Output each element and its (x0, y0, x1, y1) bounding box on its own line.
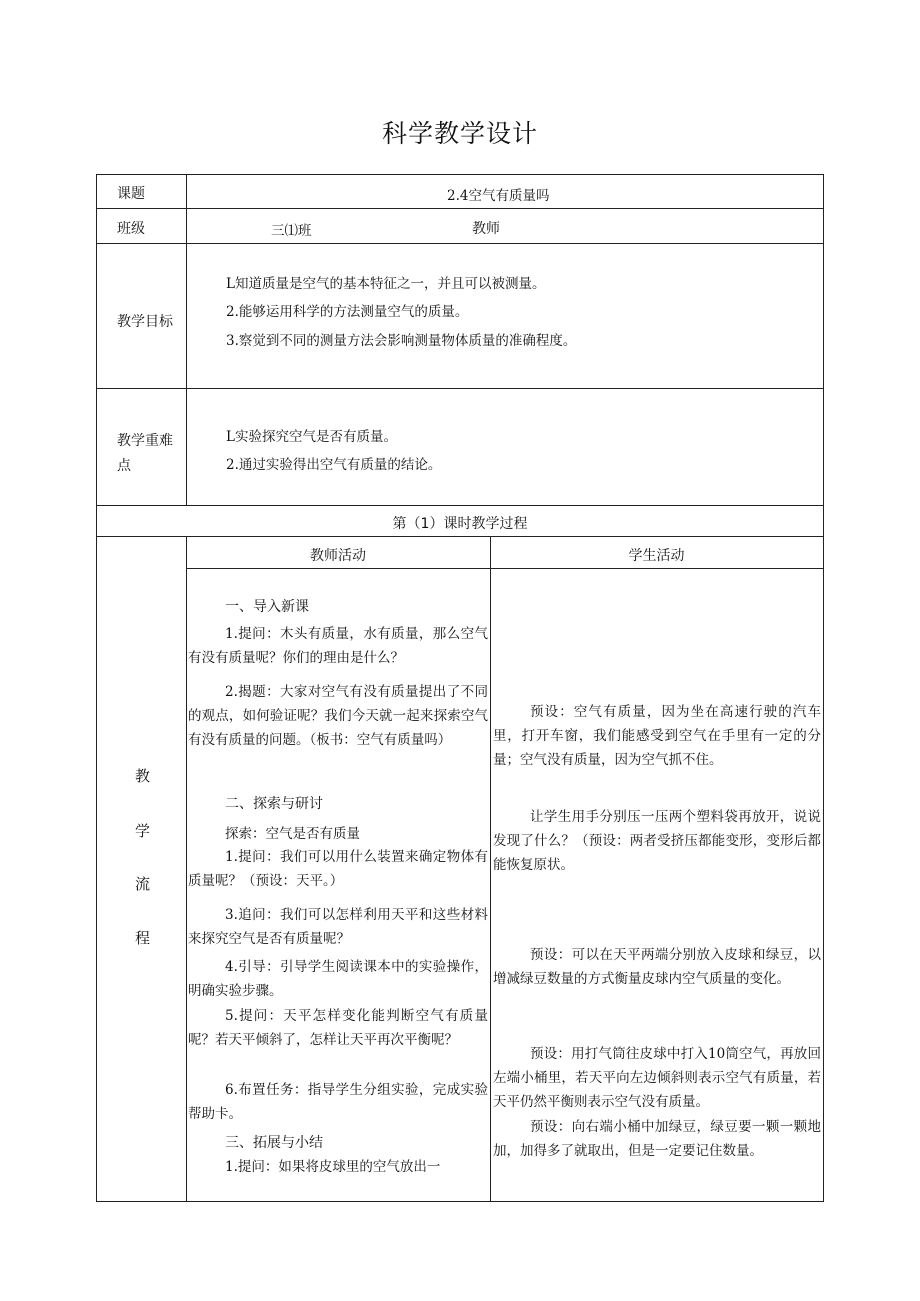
row-divider (186, 568, 823, 569)
student-paragraph: 预设：空气有质量，因为坐在高速行驶的汽车里，打开车窗，我们能感受到空气在手里有一定的分量；空气没有质量，因为空气抓不住。 (493, 704, 821, 768)
teacher-paragraph: 1.提问：我们可以用什么装置来确定物体有质量呢？（预设：天平。） (188, 849, 488, 889)
side-label-char: 教 (135, 767, 151, 785)
section-heading: 二、探索与研讨 (225, 796, 323, 812)
section-heading: 一、导入新课 (225, 599, 309, 615)
key-points-label-line2: 点 (117, 458, 131, 474)
student-activity-header: 学生活动 (628, 548, 685, 564)
topic-value: 2.4空气有质量吗 (447, 188, 550, 204)
process-header: 第（1）课时教学过程 (392, 516, 528, 532)
student-paragraph: 预设：可以在天平两端分别放入皮球和绿豆，以增减绿豆数量的方式衡量皮球内空气质量的变化。 (493, 947, 821, 987)
teacher-paragraph: 2.揭题：大家对空气有没有质量提出了不同的观点，如何验证呢？我们今天就一起来探索空气有没有质量的问题。（板书：空气有质量吗） (188, 684, 488, 748)
teacher-activity-header: 教师活动 (310, 548, 366, 564)
lesson-plan-table (96, 174, 824, 1202)
key-point-item: L实验探究空气是否有质量。 (226, 429, 397, 445)
key-points-label-line1: 教学重难 (117, 433, 173, 449)
class-label: 班级 (117, 221, 145, 237)
teacher-paragraph: 1.提问：木头有质量，水有质量，那么空气有没有质量呢？你们的理由是什么？ (188, 626, 488, 666)
teacher-paragraph: 1.提问：如果将皮球里的空气放出一 (225, 1159, 441, 1175)
row-divider (97, 505, 823, 506)
teacher-paragraph: 5.提问：天平怎样变化能判断空气有质量呢？若天平倾斜了，怎样让天平再次平衡呢？ (188, 1008, 488, 1048)
teacher-paragraph: 3.追问：我们可以怎样利用天平和这些材料来探究空气是否有质量呢？ (188, 907, 488, 947)
teacher-paragraph: 4.引导：引导学生阅读课本中的实验操作，明确实验步骤。 (188, 959, 488, 999)
objective-item: 3.察觉到不同的测量方法会影响测量物体质量的准确程度。 (226, 333, 577, 349)
row-divider (97, 208, 823, 209)
student-paragraph: 预设：用打气筒往皮球中打入10筒空气，再放回左端小桶里，若天平向左边倾斜则表示空气有质量，若天平仍然平衡则表示空气没有质量。 (493, 1046, 821, 1110)
topic-label: 课题 (117, 186, 145, 202)
teacher-subheading: 探索：空气是否有质量 (225, 826, 360, 842)
column-divider (186, 175, 187, 505)
objective-item: L知道质量是空气的基本特征之一，并且可以被测量。 (226, 276, 546, 292)
row-divider (97, 243, 823, 244)
document-title: 科学教学设计 (381, 119, 538, 148)
objective-item: 2.能够运用科学的方法测量空气的质量。 (226, 304, 469, 320)
teacher-label: 教师 (472, 221, 500, 237)
class-value: 三⑴班 (271, 223, 312, 239)
student-paragraph: 预设：向右端小桶中加绿豆，绿豆要一颗一颗地加，加得多了就取出，但是一定要记住数量。 (493, 1119, 821, 1159)
section-heading: 三、拓展与小结 (225, 1135, 323, 1151)
side-label-char: 学 (135, 822, 151, 840)
column-divider (186, 536, 187, 1201)
teacher-paragraph: 6.布置任务：指导学生分组实验，完成实验帮助卡。 (188, 1082, 488, 1122)
student-paragraph: 让学生用手分别压一压两个塑料袋再放开，说说发现了什么？（预设：两者受挤压都能变形，变形后都能恢复原状。 (493, 809, 821, 873)
side-label-char: 流 (135, 875, 151, 893)
side-label-char: 程 (135, 929, 151, 947)
row-divider (97, 536, 823, 537)
key-point-item: 2.通过实验得出空气有质量的结论。 (226, 457, 442, 473)
row-divider (97, 388, 823, 389)
objectives-label: 教学目标 (117, 314, 173, 330)
column-divider (490, 536, 491, 1201)
